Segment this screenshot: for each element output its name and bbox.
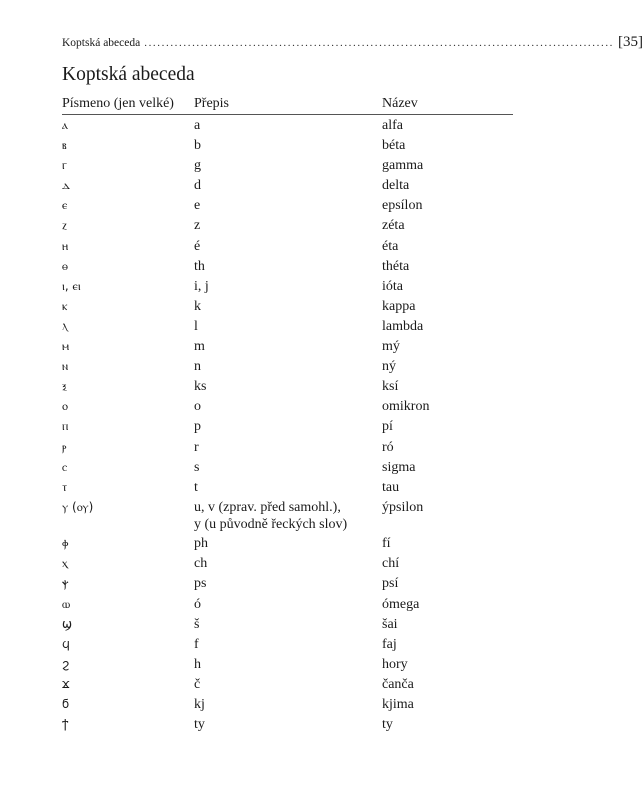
column-header-transliteration: Přepis [194, 96, 229, 111]
coptic-letter: ⲭ [62, 556, 68, 571]
coptic-letter: ⲥ [62, 459, 68, 474]
table-row [62, 318, 513, 338]
table-row [62, 499, 513, 536]
coptic-letter: ⲉ [62, 198, 68, 213]
transliteration: s [194, 459, 200, 475]
coptic-letter: ⲛ [62, 359, 69, 374]
coptic-letter: ⲧ [62, 479, 68, 494]
letter-name: psí [382, 576, 399, 592]
table-row [62, 418, 513, 438]
transliteration: é [194, 238, 201, 254]
letter-name: ty [382, 717, 393, 733]
transliteration: th [194, 258, 205, 274]
running-head [62, 34, 643, 51]
coptic-letter: ⲅ [62, 158, 68, 173]
transliteration: r [194, 439, 199, 455]
letter-name: ný [382, 359, 396, 375]
transliteration: d [194, 178, 201, 194]
table-row [62, 459, 513, 479]
transliteration: b [194, 138, 201, 154]
letter-name: sigma [382, 459, 416, 475]
letter-name: gamma [382, 158, 424, 174]
table-row [62, 575, 513, 595]
letter-name: šai [382, 616, 398, 632]
transliteration: o [194, 399, 201, 415]
transliteration: u, v (zprav. před samohl.), y (u původně řeckých slov) [194, 499, 348, 532]
coptic-letter: ⲏ [62, 238, 69, 253]
transliteration: ps [194, 576, 207, 592]
letter-name: chí [382, 556, 400, 572]
letter-name: ró [382, 439, 394, 455]
transliteration: t [194, 479, 198, 495]
table-row [62, 716, 513, 736]
coptic-letter: ⲗ [62, 318, 68, 333]
letter-name: ómega [382, 596, 420, 612]
table-row [62, 177, 513, 197]
transliteration: ch [194, 556, 208, 572]
transliteration: ó [194, 596, 201, 612]
page-heading: Koptská abeceda [62, 64, 195, 85]
letter-name: hory [382, 656, 408, 672]
coptic-letter: ⲑ [62, 258, 68, 273]
coptic-letter: ⲕ [62, 298, 68, 313]
letter-name: zéta [382, 218, 405, 234]
letter-name: omikron [382, 399, 430, 415]
coptic-letter: ϯ [62, 717, 69, 732]
letter-name: théta [382, 258, 410, 274]
table-row [62, 238, 513, 258]
letter-name: delta [382, 178, 410, 194]
table-row [62, 298, 513, 318]
page-number: [35] [618, 34, 643, 50]
coptic-letter: ⲫ [62, 536, 69, 551]
transliteration: š [194, 616, 200, 632]
coptic-letter: ⲝ [62, 379, 67, 394]
coptic-letter: ⲇ [62, 178, 71, 193]
transliteration: f [194, 636, 199, 652]
table-row [62, 258, 513, 278]
column-header-name: Název [382, 96, 418, 111]
transliteration: ph [194, 536, 208, 552]
coptic-letter: ⲁ [62, 118, 68, 132]
letter-name: lambda [382, 318, 424, 334]
transliteration: g [194, 158, 201, 174]
transliteration: p [194, 419, 201, 435]
coptic-letter: ⲱ [62, 596, 71, 611]
running-head-title: Koptská abeceda [62, 37, 141, 49]
letter-name: alfa [382, 118, 403, 133]
coptic-letter: ⲃ [62, 138, 67, 153]
letter-name: kappa [382, 298, 416, 314]
coptic-letter: ⲟ [62, 399, 68, 414]
letter-name: ióta [382, 278, 403, 294]
table-row [62, 616, 513, 636]
table-row [62, 676, 513, 696]
transliteration: n [194, 359, 201, 375]
column-header-letter: Písmeno (jen velké) [62, 96, 174, 111]
transliteration: e [194, 198, 201, 214]
coptic-letter: ⲣ [62, 439, 67, 454]
table-row [62, 535, 513, 555]
transliteration: ty [194, 717, 205, 733]
transliteration: l [194, 318, 198, 334]
coptic-letter: ϩ [62, 656, 70, 671]
transliteration: i, j [194, 278, 209, 294]
coptic-letter: ϫ [62, 676, 70, 691]
letter-name: mý [382, 339, 400, 355]
dot-leader: ............................................................................................................ [144, 37, 615, 49]
transliteration: kj [194, 697, 205, 713]
coptic-letter: ⲍ [62, 218, 67, 233]
table-row [62, 596, 513, 616]
table-row [62, 117, 513, 137]
coptic-letter: ⲙ [62, 339, 70, 354]
letter-name: čanča [382, 676, 414, 692]
letter-name: pí [382, 419, 393, 435]
table-row [62, 278, 513, 298]
letter-name: ksí [382, 379, 399, 395]
coptic-letter: ⲓ, ⲉⲓ [62, 278, 81, 293]
transliteration: z [194, 218, 201, 234]
letter-name: tau [382, 479, 400, 495]
coptic-letter: ⲯ [62, 576, 69, 591]
table-row [62, 479, 513, 499]
table-row [62, 656, 513, 676]
transliteration: m [194, 339, 205, 355]
table-row [62, 157, 513, 177]
letter-name: éta [382, 238, 399, 254]
table-body [62, 117, 513, 736]
transliteration: a [194, 118, 201, 133]
coptic-letter: ϣ [62, 616, 73, 631]
coptic-letter: ϥ [62, 636, 70, 651]
transliteration: k [194, 298, 201, 314]
table-row [62, 137, 513, 157]
letter-name: fí [382, 536, 391, 552]
coptic-letter: ⲩ (ⲟⲩ) [62, 499, 94, 514]
table-row [62, 696, 513, 716]
transliteration: č [194, 676, 201, 692]
table-row [62, 197, 513, 217]
transliteration: ks [194, 379, 207, 395]
table-row [62, 217, 513, 237]
letter-name: béta [382, 138, 406, 154]
table-row [62, 378, 513, 398]
letter-name: ýpsilon [382, 499, 424, 515]
letter-name: epsílon [382, 198, 423, 214]
coptic-letter: ϭ [62, 697, 70, 712]
table-row [62, 398, 513, 418]
transliteration: h [194, 656, 201, 672]
table-row [62, 358, 513, 378]
letter-name: kjima [382, 697, 414, 713]
table-row [62, 636, 513, 656]
table-row [62, 338, 513, 358]
coptic-letter: ⲡ [62, 419, 69, 434]
table-row [62, 555, 513, 575]
table-row [62, 439, 513, 459]
letter-name: faj [382, 636, 397, 652]
table-header [62, 96, 513, 115]
